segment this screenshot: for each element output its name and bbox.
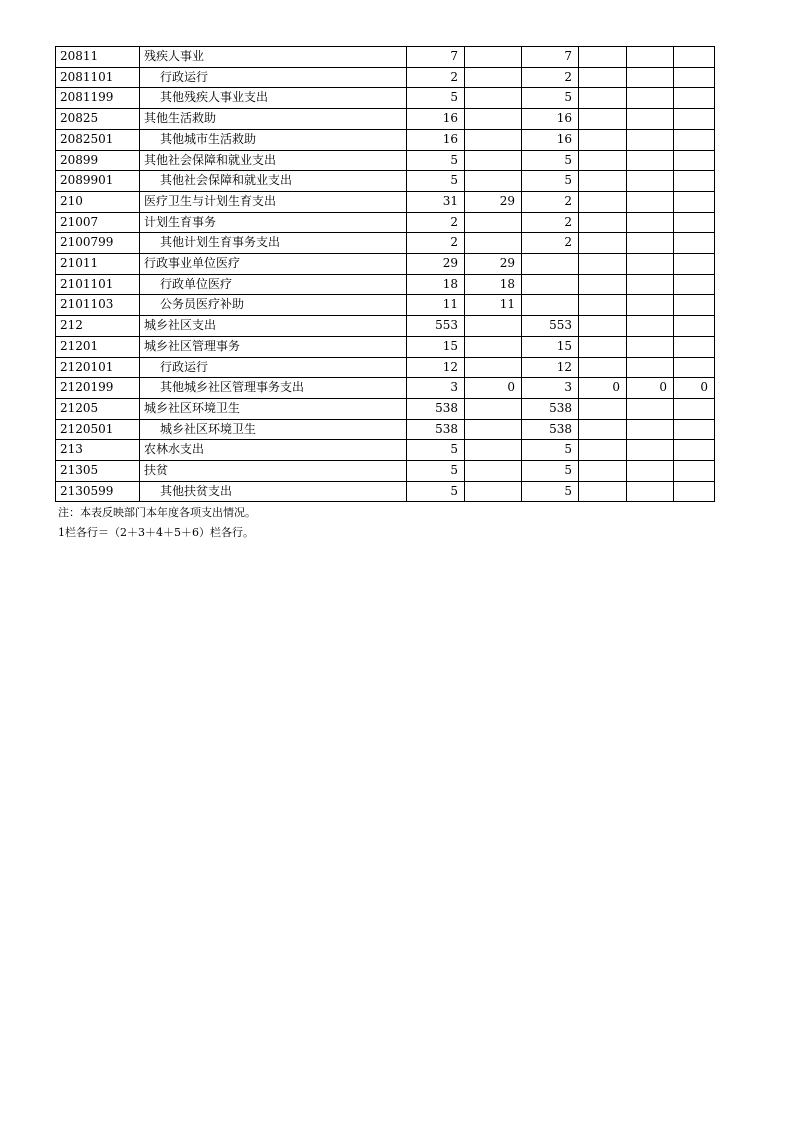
code-cell: 21201 [56,336,140,357]
table-row [56,357,715,378]
total-cell: 18 [407,274,465,295]
basic-expenditure-cell: 18 [465,274,522,295]
name-cell: 城乡社区支出 [140,316,407,337]
col4-cell [579,150,627,171]
col6-cell [674,47,715,68]
col4-cell [579,88,627,109]
col5-cell [627,254,674,275]
project-expenditure-cell [522,274,579,295]
col6-cell [674,440,715,461]
col4-cell [579,254,627,275]
project-expenditure-cell: 5 [522,150,579,171]
col4-cell [579,47,627,68]
col6-cell [674,67,715,88]
col6-cell [674,191,715,212]
code-cell: 2081101 [56,67,140,88]
project-expenditure-cell: 5 [522,440,579,461]
name-cell: 城乡社区环境卫生 [140,419,407,440]
col5-cell: 0 [627,378,674,399]
col5-cell [627,481,674,502]
col5-cell [627,398,674,419]
code-cell: 20811 [56,47,140,68]
total-cell: 12 [407,357,465,378]
col5-cell [627,171,674,192]
name-cell: 医疗卫生与计划生育支出 [140,191,407,212]
total-cell: 7 [407,47,465,68]
table-body [56,47,715,502]
name-cell: 残疾人事业 [140,47,407,68]
total-cell: 2 [407,212,465,233]
table-row [56,88,715,109]
code-cell: 2130599 [56,481,140,502]
col4-cell [579,461,627,482]
code-cell: 2089901 [56,171,140,192]
name-cell: 其他计划生育事务支出 [140,233,407,254]
name-cell: 其他社会保障和就业支出 [140,171,407,192]
col6-cell [674,171,715,192]
table-row [56,398,715,419]
col6-cell [674,316,715,337]
basic-expenditure-cell [465,171,522,192]
table-row [56,378,715,399]
table-row [56,274,715,295]
col6-cell [674,419,715,440]
col6-cell [674,398,715,419]
table-row [56,295,715,316]
col4-cell [579,274,627,295]
col5-cell [627,357,674,378]
project-expenditure-cell: 15 [522,336,579,357]
basic-expenditure-cell [465,47,522,68]
col4-cell [579,481,627,502]
name-cell: 行政运行 [140,67,407,88]
total-cell: 2 [407,233,465,254]
total-cell: 29 [407,254,465,275]
col5-cell [627,440,674,461]
basic-expenditure-cell [465,440,522,461]
project-expenditure-cell: 5 [522,461,579,482]
col5-cell [627,336,674,357]
table-row [56,171,715,192]
name-cell: 城乡社区环境卫生 [140,398,407,419]
col4-cell [579,398,627,419]
basic-expenditure-cell [465,67,522,88]
col5-cell [627,109,674,130]
name-cell: 农林水支出 [140,440,407,461]
code-cell: 2082501 [56,129,140,150]
basic-expenditure-cell [465,481,522,502]
col4-cell [579,191,627,212]
total-cell: 15 [407,336,465,357]
basic-expenditure-cell [465,109,522,130]
project-expenditure-cell: 2 [522,233,579,254]
col6-cell [674,357,715,378]
col5-cell [627,212,674,233]
total-cell: 5 [407,461,465,482]
project-expenditure-cell: 2 [522,212,579,233]
table-row [56,129,715,150]
col5-cell [627,150,674,171]
project-expenditure-cell: 553 [522,316,579,337]
basic-expenditure-cell [465,357,522,378]
name-cell: 城乡社区管理事务 [140,336,407,357]
col5-cell [627,67,674,88]
code-cell: 20899 [56,150,140,171]
basic-expenditure-cell [465,233,522,254]
basic-expenditure-cell [465,398,522,419]
basic-expenditure-cell [465,419,522,440]
name-cell: 扶贫 [140,461,407,482]
col5-cell [627,316,674,337]
col5-cell [627,47,674,68]
expenditure-table [55,46,715,502]
col5-cell [627,295,674,316]
name-cell: 计划生育事务 [140,212,407,233]
code-cell: 213 [56,440,140,461]
col6-cell [674,274,715,295]
project-expenditure-cell: 3 [522,378,579,399]
col5-cell [627,419,674,440]
name-cell: 公务员医疗补助 [140,295,407,316]
basic-expenditure-cell [465,88,522,109]
col4-cell [579,419,627,440]
table-row [56,440,715,461]
total-cell: 3 [407,378,465,399]
project-expenditure-cell: 538 [522,398,579,419]
project-expenditure-cell: 5 [522,481,579,502]
total-cell: 5 [407,481,465,502]
code-cell: 212 [56,316,140,337]
code-cell: 21007 [56,212,140,233]
name-cell: 其他城乡社区管理事务支出 [140,378,407,399]
table-row [56,191,715,212]
col6-cell [674,254,715,275]
code-cell: 2101103 [56,295,140,316]
col4-cell [579,440,627,461]
total-cell: 538 [407,419,465,440]
code-cell: 2120501 [56,419,140,440]
col4-cell: 0 [579,378,627,399]
table-notes [58,503,256,543]
total-cell: 5 [407,171,465,192]
name-cell: 行政事业单位医疗 [140,254,407,275]
total-cell: 553 [407,316,465,337]
basic-expenditure-cell: 29 [465,191,522,212]
code-cell: 21205 [56,398,140,419]
col4-cell [579,212,627,233]
project-expenditure-cell [522,295,579,316]
col5-cell [627,129,674,150]
basic-expenditure-cell [465,129,522,150]
col6-cell [674,212,715,233]
code-cell: 2100799 [56,233,140,254]
table-row [56,254,715,275]
table-row [56,109,715,130]
col4-cell [579,233,627,254]
table-row [56,481,715,502]
project-expenditure-cell: 5 [522,88,579,109]
basic-expenditure-cell [465,336,522,357]
project-expenditure-cell: 5 [522,171,579,192]
table-row [56,233,715,254]
total-cell: 5 [407,150,465,171]
code-cell: 2101101 [56,274,140,295]
col6-cell [674,461,715,482]
col6-cell [674,150,715,171]
project-expenditure-cell: 16 [522,129,579,150]
project-expenditure-cell: 7 [522,47,579,68]
col4-cell [579,171,627,192]
basic-expenditure-cell [465,212,522,233]
col4-cell [579,129,627,150]
code-cell: 21011 [56,254,140,275]
project-expenditure-cell: 12 [522,357,579,378]
table-row [56,212,715,233]
basic-expenditure-cell [465,150,522,171]
note-line: 注：本表反映部门本年度各项支出情况。 [58,506,256,519]
table-row [56,67,715,88]
code-cell: 2120101 [56,357,140,378]
total-cell: 16 [407,129,465,150]
col4-cell [579,316,627,337]
table-row [56,316,715,337]
col4-cell [579,67,627,88]
table-row [56,461,715,482]
col6-cell [674,481,715,502]
table-row [56,419,715,440]
name-cell: 行政单位医疗 [140,274,407,295]
col6-cell [674,88,715,109]
col5-cell [627,274,674,295]
basic-expenditure-cell [465,461,522,482]
project-expenditure-cell: 2 [522,67,579,88]
basic-expenditure-cell: 0 [465,378,522,399]
project-expenditure-cell: 16 [522,109,579,130]
project-expenditure-cell [522,254,579,275]
basic-expenditure-cell [465,316,522,337]
total-cell: 16 [407,109,465,130]
name-cell: 其他扶贫支出 [140,481,407,502]
col6-cell [674,233,715,254]
col6-cell [674,295,715,316]
col5-cell [627,191,674,212]
col5-cell [627,233,674,254]
col5-cell [627,461,674,482]
code-cell: 210 [56,191,140,212]
name-cell: 其他社会保障和就业支出 [140,150,407,171]
col5-cell [627,88,674,109]
basic-expenditure-cell: 29 [465,254,522,275]
col4-cell [579,295,627,316]
table-row [56,150,715,171]
table-row [56,47,715,68]
basic-expenditure-cell: 11 [465,295,522,316]
col6-cell [674,129,715,150]
project-expenditure-cell: 2 [522,191,579,212]
code-cell: 20825 [56,109,140,130]
total-cell: 31 [407,191,465,212]
code-cell: 21305 [56,461,140,482]
name-cell: 其他城市生活救助 [140,129,407,150]
total-cell: 538 [407,398,465,419]
name-cell: 其他生活救助 [140,109,407,130]
code-cell: 2081199 [56,88,140,109]
name-cell: 行政运行 [140,357,407,378]
col6-cell [674,336,715,357]
name-cell: 其他残疾人事业支出 [140,88,407,109]
col4-cell [579,336,627,357]
table-row [56,336,715,357]
col4-cell [579,109,627,130]
code-cell: 2120199 [56,378,140,399]
col6-cell: 0 [674,378,715,399]
project-expenditure-cell: 538 [522,419,579,440]
total-cell: 2 [407,67,465,88]
total-cell: 5 [407,440,465,461]
col6-cell [674,109,715,130]
total-cell: 11 [407,295,465,316]
col4-cell [579,357,627,378]
note-line: 1栏各行＝（2＋3＋4＋5＋6）栏各行。 [58,526,254,539]
total-cell: 5 [407,88,465,109]
